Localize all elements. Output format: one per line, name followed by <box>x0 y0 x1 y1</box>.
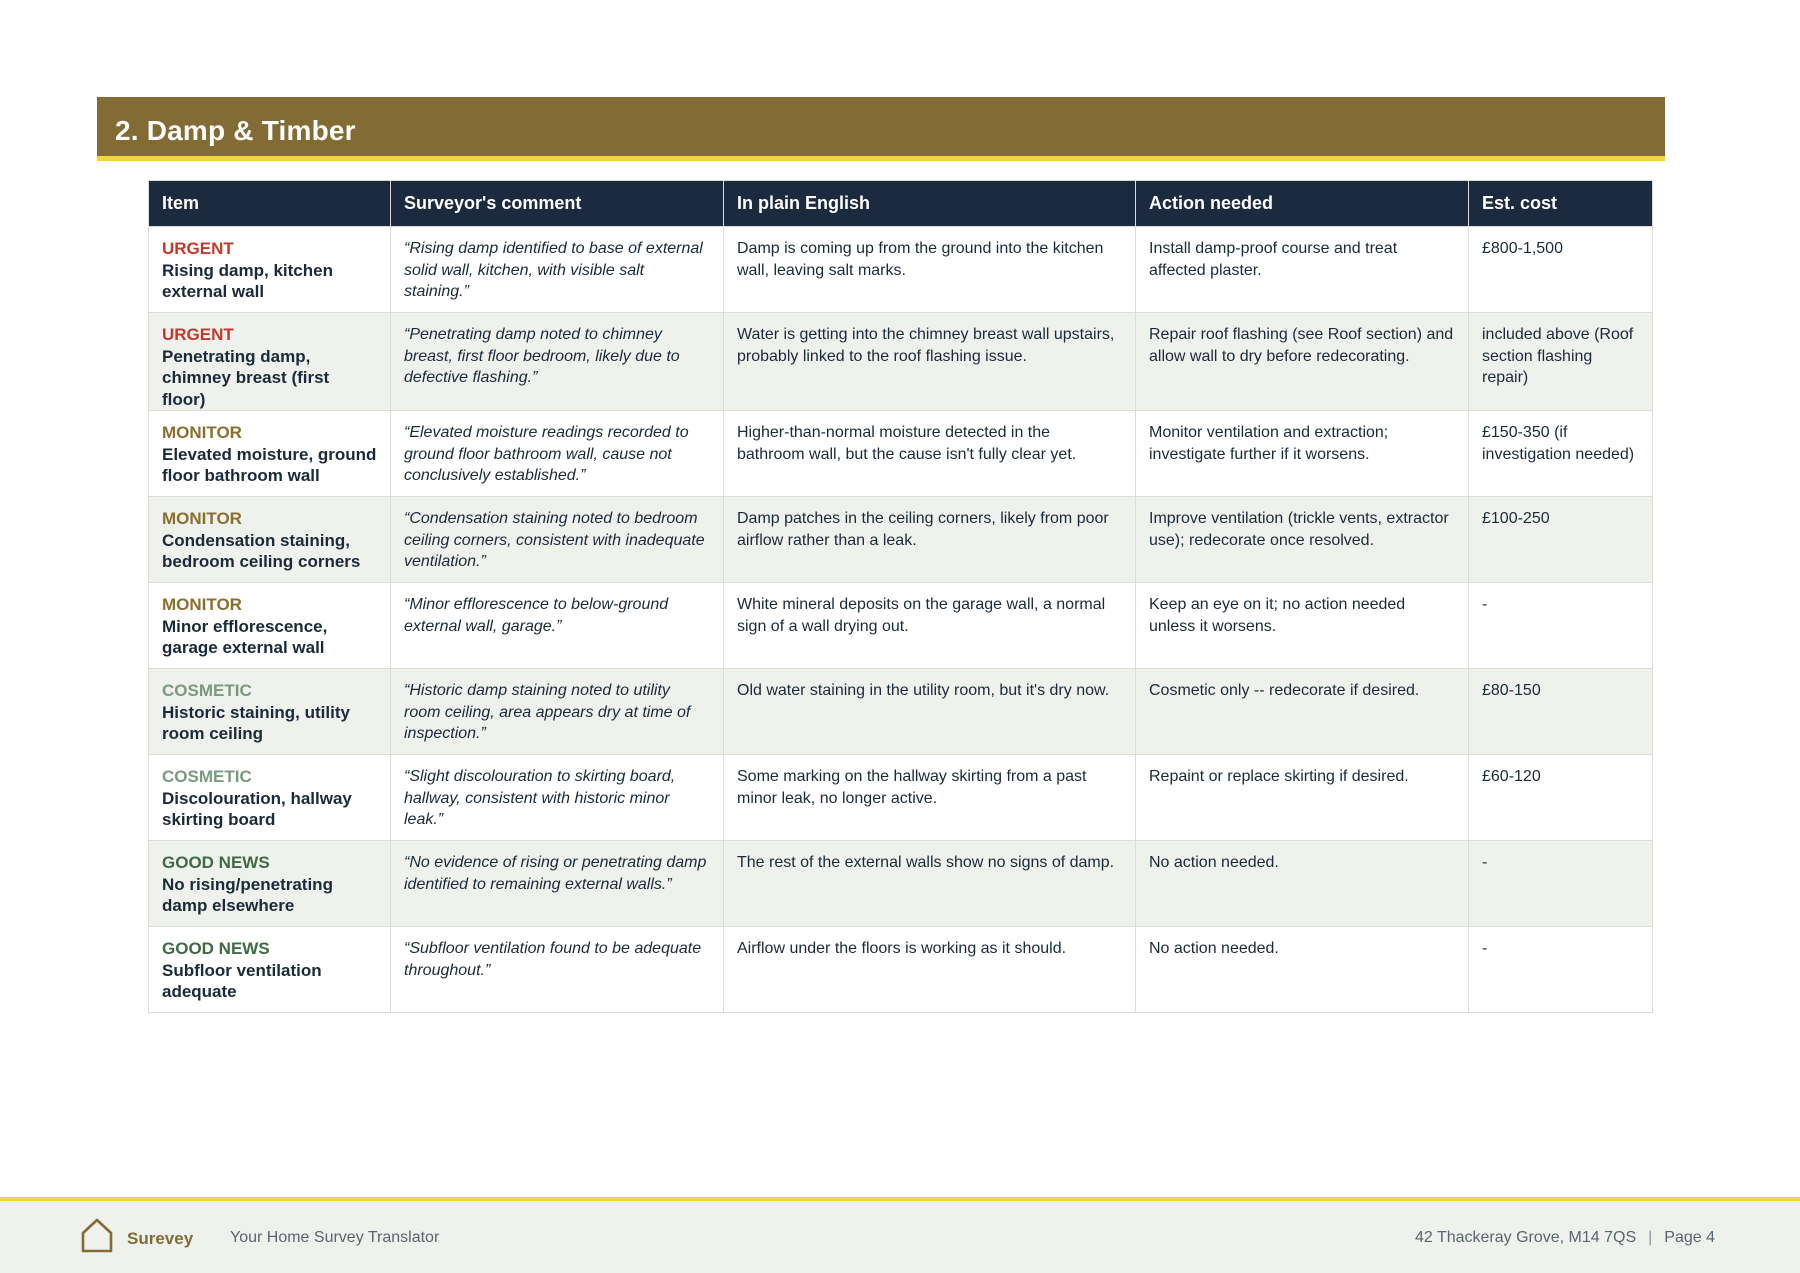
header-action-needed: Action needed <box>1136 181 1469 227</box>
plain-english-cell: Damp is coming up from the ground into the kitchen wall, leaving salt marks. <box>724 227 1136 313</box>
action-needed-cell: Repair roof flashing (see Roof section) and allow wall to dry before redecorating. <box>1136 313 1469 411</box>
header-surveyor-comment: Surveyor's comment <box>391 181 724 227</box>
surveyor-comment-cell: “Elevated moisture readings recorded to ground floor bathroom wall, cause not conclusively established.” <box>391 411 724 497</box>
surveyor-comment-cell: “Penetrating damp noted to chimney breast, first floor bedroom, likely due to defective flashing.” <box>391 313 724 411</box>
action-needed-cell: No action needed. <box>1136 841 1469 927</box>
status-tag: COSMETIC <box>162 681 252 700</box>
item-title: Discolouration, hallway skirting board <box>162 788 352 829</box>
item-title: Historic staining, utility room ceiling <box>162 702 350 743</box>
est-cost-cell: £100-250 <box>1469 497 1653 583</box>
item-cell <box>149 927 391 1013</box>
action-needed-cell: Cosmetic only -- redecorate if desired. <box>1136 669 1469 755</box>
brand-tagline: Your Home Survey Translator <box>230 1229 440 1246</box>
surveyor-comment-cell: “Historic damp staining noted to utility room ceiling, area appears dry at time of inspection.” <box>391 669 724 755</box>
status-tag: URGENT <box>162 239 234 258</box>
plain-english-cell: Old water staining in the utility room, but it's dry now. <box>724 669 1136 755</box>
item-cell <box>149 411 391 497</box>
item-cell <box>149 313 391 411</box>
status-tag: COSMETIC <box>162 767 252 786</box>
action-needed-cell: No action needed. <box>1136 927 1469 1013</box>
status-tag: URGENT <box>162 325 234 344</box>
est-cost-cell: - <box>1469 927 1653 1013</box>
action-needed-cell: Monitor ventilation and extraction; investigate further if it worsens. <box>1136 411 1469 497</box>
est-cost-cell: - <box>1469 583 1653 669</box>
table-header-row <box>149 181 1653 227</box>
status-tag: GOOD NEWS <box>162 939 270 958</box>
plain-english-cell: Damp patches in the ceiling corners, likely from poor airflow rather than a leak. <box>724 497 1136 583</box>
surveyor-comment-cell: “No evidence of rising or penetrating damp identified to remaining external walls.” <box>391 841 724 927</box>
surveyor-comment-cell: “Rising damp identified to base of external solid wall, kitchen, with visible salt staining.” <box>391 227 724 313</box>
status-tag: MONITOR <box>162 423 242 442</box>
table-row <box>149 411 1653 497</box>
item-cell <box>149 669 391 755</box>
status-tag: MONITOR <box>162 595 242 614</box>
table-row <box>149 313 1653 411</box>
surveyor-comment-cell: “Subfloor ventilation found to be adequate throughout.” <box>391 927 724 1013</box>
table-row <box>149 497 1653 583</box>
item-title: Subfloor ventilation adequate <box>162 960 322 1001</box>
header-est-cost: Est. cost <box>1469 181 1653 227</box>
table-row <box>149 841 1653 927</box>
header-item: Item <box>149 181 391 227</box>
est-cost-cell: £80-150 <box>1469 669 1653 755</box>
table-row <box>149 583 1653 669</box>
item-title: No rising/penetrating damp elsewhere <box>162 874 333 915</box>
section-header-bar <box>97 97 1665 161</box>
item-cell <box>149 497 391 583</box>
item-cell <box>149 755 391 841</box>
findings-table <box>148 180 1653 1013</box>
house-outline-icon <box>80 1217 114 1253</box>
brand-name: Surevey <box>127 1229 194 1248</box>
page-number: Page 4 <box>1664 1229 1715 1246</box>
surveyor-comment-cell: “Minor efflorescence to below-ground external wall, garage.” <box>391 583 724 669</box>
plain-english-cell: Higher-than-normal moisture detected in the bathroom wall, but the cause isn't fully clear yet. <box>724 411 1136 497</box>
plain-english-cell: White mineral deposits on the garage wall, a normal sign of a wall drying out. <box>724 583 1136 669</box>
item-cell <box>149 841 391 927</box>
page-footer <box>0 1197 1800 1273</box>
table-row <box>149 669 1653 755</box>
action-needed-cell: Repaint or replace skirting if desired. <box>1136 755 1469 841</box>
action-needed-cell: Improve ventilation (trickle vents, extractor use); redecorate once resolved. <box>1136 497 1469 583</box>
header-plain-english: In plain English <box>724 181 1136 227</box>
status-tag: MONITOR <box>162 509 242 528</box>
item-cell <box>149 227 391 313</box>
surveyor-comment-cell: “Condensation staining noted to bedroom ceiling corners, consistent with inadequate ventilation.” <box>391 497 724 583</box>
table-row <box>149 927 1653 1013</box>
item-cell <box>149 583 391 669</box>
est-cost-cell: £60-120 <box>1469 755 1653 841</box>
est-cost-cell: included above (Roof section flashing repair) <box>1469 313 1653 411</box>
action-needed-cell: Keep an eye on it; no action needed unless it worsens. <box>1136 583 1469 669</box>
table-row <box>149 755 1653 841</box>
plain-english-cell: Water is getting into the chimney breast wall upstairs, probably linked to the roof flashing issue. <box>724 313 1136 411</box>
status-tag: GOOD NEWS <box>162 853 270 872</box>
surveyor-comment-cell: “Slight discolouration to skirting board, hallway, consistent with historic minor leak.” <box>391 755 724 841</box>
table-row <box>149 227 1653 313</box>
item-title: Penetrating damp, chimney breast (first floor) <box>162 346 330 409</box>
item-title: Condensation staining, bedroom ceiling corners <box>162 530 361 571</box>
item-title: Minor efflorescence, garage external wall <box>162 616 328 657</box>
item-title: Elevated moisture, ground floor bathroom wall <box>162 444 377 485</box>
footer-right <box>1415 1229 1715 1247</box>
plain-english-cell: Some marking on the hallway skirting from a past minor leak, no longer active. <box>724 755 1136 841</box>
property-address: 42 Thackeray Grove, M14 7QS <box>1414 1229 1637 1246</box>
section-title: 2. Damp & Timber <box>115 115 356 146</box>
est-cost-cell: - <box>1469 841 1653 927</box>
footer-separator: | <box>1648 1229 1653 1246</box>
est-cost-cell: £150-350 (if investigation needed) <box>1469 411 1653 497</box>
item-title: Rising damp, kitchen external wall <box>162 260 333 301</box>
plain-english-cell: The rest of the external walls show no signs of damp. <box>724 841 1136 927</box>
est-cost-cell: £800-1,500 <box>1469 227 1653 313</box>
action-needed-cell: Install damp-proof course and treat affected plaster. <box>1136 227 1469 313</box>
plain-english-cell: Airflow under the floors is working as it should. <box>724 927 1136 1013</box>
